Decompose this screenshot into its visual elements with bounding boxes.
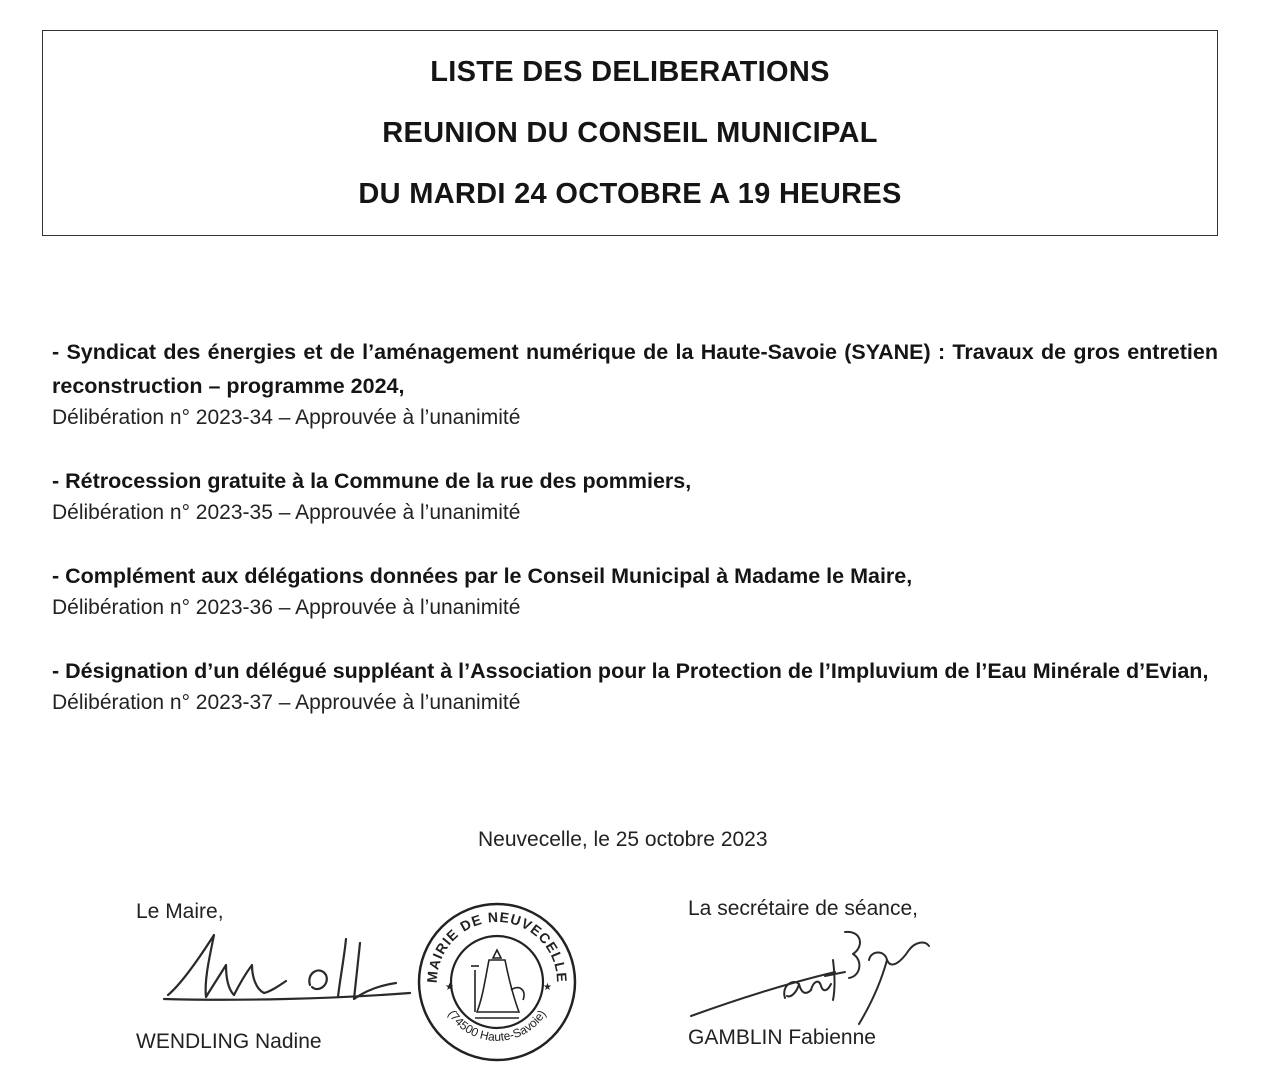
deliberation-title: - Rétrocession gratuite à la Commune de la rue des pommiers, xyxy=(52,469,692,493)
svg-text:MAIRIE DE NEUVECELLE: MAIRIE DE NEUVECELLE xyxy=(423,908,571,984)
header-meeting: REUNION DU CONSEIL MUNICIPAL xyxy=(382,116,878,149)
deliberation-status: Délibération n° 2023-35 – Approuvée à l’unanimité xyxy=(52,501,521,524)
list-item xyxy=(52,335,1218,433)
header-title: LISTE DES DELIBERATIONS xyxy=(430,55,830,88)
place-date: Neuvecelle, le 25 octobre 2023 xyxy=(478,828,768,851)
deliberation-title: - Syndicat des énergies et de l’aménagement numérique de la Haute-Savoie (SYANE) : Travaux de gros entretien reconstruction – programme 2024, xyxy=(52,340,1218,398)
mayor-signature-icon xyxy=(160,925,420,1010)
svg-text:(74500 Haute-Savoie): (74500 Haute-Savoie) xyxy=(445,1007,549,1044)
municipal-stamp-icon xyxy=(415,900,580,1065)
mayor-name: WENDLING Nadine xyxy=(136,1030,322,1053)
deliberation-status: Délibération n° 2023-36 – Approuvée à l’unanimité xyxy=(52,596,521,619)
mayor-role: Le Maire, xyxy=(136,900,224,923)
deliberation-status: Délibération n° 2023-34 – Approuvée à l’unanimité xyxy=(52,406,521,429)
secretary-role: La secrétaire de séance, xyxy=(688,897,918,920)
list-item xyxy=(52,559,1218,623)
deliberation-title: - Complément aux délégations données par le Conseil Municipal à Madame le Maire, xyxy=(52,564,913,588)
list-item xyxy=(52,464,1218,528)
document-header xyxy=(42,30,1218,236)
secretary-signature-icon xyxy=(685,920,945,1030)
deliberation-status: Délibération n° 2023-37 – Approuvée à l’unanimité xyxy=(52,691,521,714)
deliberation-title: - Désignation d’un délégué suppléant à l’Association pour la Protection de l’Impluvium de l’Eau Minérale d’Evian, xyxy=(52,659,1209,683)
header-date: DU MARDI 24 OCTOBRE A 19 HEURES xyxy=(358,177,902,210)
list-item xyxy=(52,654,1218,718)
svg-text:★: ★ xyxy=(445,982,454,993)
secretary-name: GAMBLIN Fabienne xyxy=(688,1026,876,1049)
deliberation-list xyxy=(52,335,1218,749)
svg-text:★: ★ xyxy=(543,982,552,993)
